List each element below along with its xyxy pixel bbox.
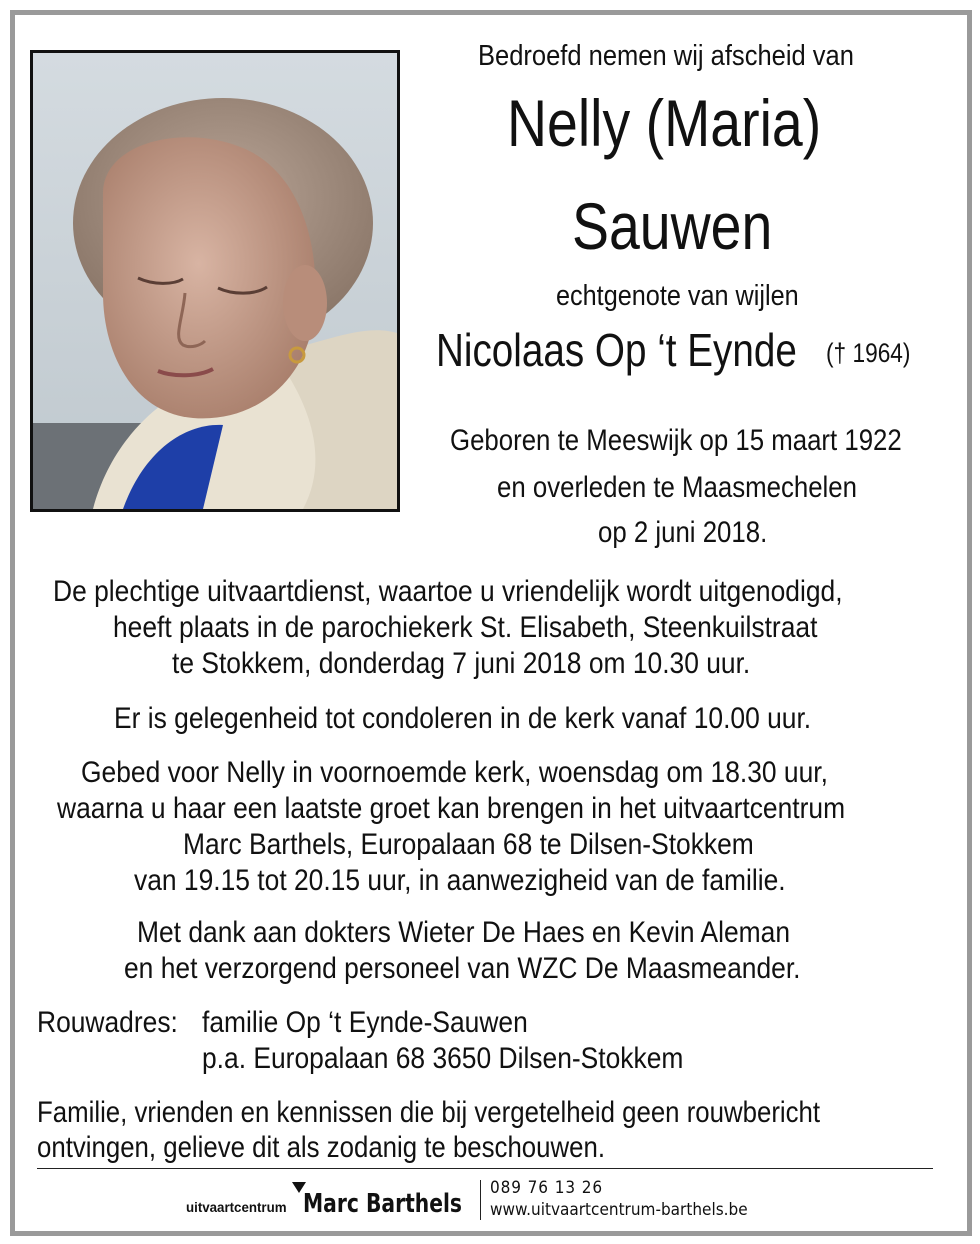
prayer-line3: Marc Barthels, Europalaan 68 te Dilsen-Stokkem xyxy=(183,828,754,861)
condolence-line: Er is gelegenheid tot condoleren in de kerk vanaf 10.00 uur. xyxy=(114,702,812,735)
brand-name: Marc Barthels xyxy=(303,1189,463,1219)
deceased-name-line1: Nelly (Maria) xyxy=(507,86,822,160)
death-date-line: op 2 juni 2018. xyxy=(598,516,768,549)
deceased-name-line2: Sauwen xyxy=(572,189,773,263)
prayer-line4: van 19.15 tot 20.15 uur, in aanwezigheid van de familie. xyxy=(134,864,786,897)
funeral-line1: De plechtige uitvaartdienst, waartoe u vriendelijk wordt uitgenodigd, xyxy=(53,575,843,608)
birth-line: Geboren te Meeswijk op 15 maart 1922 xyxy=(450,424,902,457)
notice-line2: ontvingen, gelieve dit als zodanig te beschouwen. xyxy=(37,1131,606,1164)
prayer-line2: waarna u haar een laatste groet kan brengen in het uitvaartcentrum xyxy=(57,792,846,825)
footer-rule xyxy=(37,1168,933,1169)
funeral-line2: heeft plaats in de parochiekerk St. Elisabeth, Steenkuilstraat xyxy=(113,611,818,644)
address-line2: p.a. Europalaan 68 3650 Dilsen-Stokkem xyxy=(202,1042,684,1075)
thanks-line1: Met dank aan dokters Wieter De Haes en Kevin Aleman xyxy=(137,916,791,949)
portrait-photo xyxy=(30,50,400,512)
website-link[interactable]: www.uitvaartcentrum-barthels.be xyxy=(490,1200,748,1220)
funeral-line3: te Stokkem, donderdag 7 juni 2018 om 10.30 uur. xyxy=(172,647,751,680)
notice-line1: Familie, vrienden en kennissen die bij vergetelheid geen rouwbericht xyxy=(37,1096,821,1129)
intro-text: Bedroefd nemen wij afscheid van xyxy=(478,40,854,72)
phone-number: 089 76 13 26 xyxy=(490,1178,604,1198)
spouse-death-year: († 1964) xyxy=(826,338,911,368)
spouse-name: Nicolaas Op ‘t Eynde xyxy=(436,324,797,376)
prayer-line1: Gebed voor Nelly in voornoemde kerk, woensdag om 18.30 uur, xyxy=(81,756,828,789)
spouse-intro: echtgenote van wijlen xyxy=(556,280,799,312)
thanks-line2: en het verzorgend personeel van WZC De Maasmeander. xyxy=(124,952,801,985)
address-label: Rouwadres: xyxy=(37,1006,178,1039)
portrait-illustration xyxy=(33,53,397,509)
death-place-line: en overleden te Maasmechelen xyxy=(497,471,857,504)
brand-prefix: uitvaartcentrum xyxy=(186,1199,287,1215)
footer-divider xyxy=(480,1180,481,1220)
address-line1: familie Op ‘t Eynde-Sauwen xyxy=(202,1006,528,1039)
